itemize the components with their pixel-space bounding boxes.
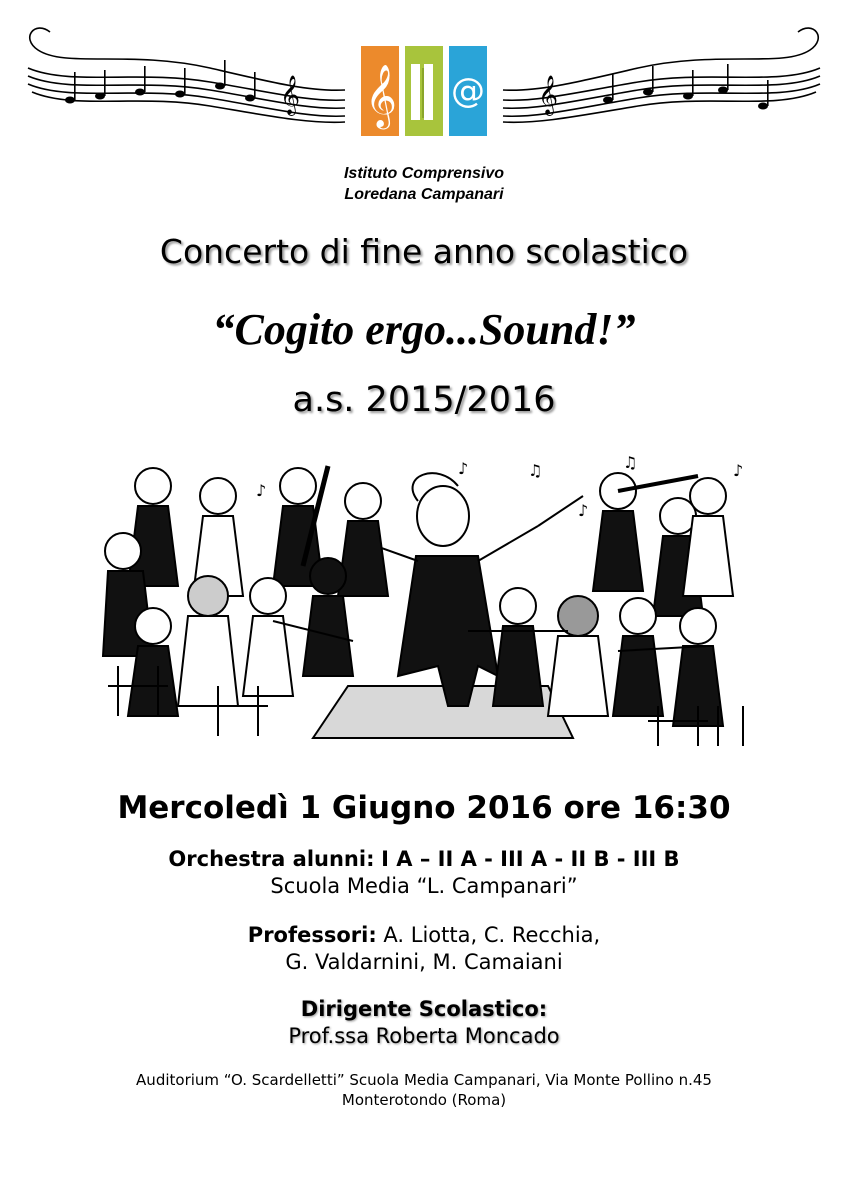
svg-text:♪: ♪: [733, 461, 744, 480]
svg-text:@: @: [451, 71, 485, 111]
institute-line-1: Istituto Comprensivo: [343, 165, 504, 182]
svg-text:♫: ♫: [528, 461, 543, 480]
school-year: a.s. 2015/2016: [292, 380, 556, 420]
event-title: “Cogito ergo...Sound!”: [212, 305, 636, 354]
orchestra-classes: I A – II A - III A - II B - III B: [381, 847, 680, 871]
orchestra-line: [0, 846, 848, 873]
music-staff-decoration-right: [498, 20, 838, 130]
logo-orange-block: [361, 46, 399, 136]
at-sign-icon: [449, 46, 487, 136]
professors-label: Professori:: [247, 923, 377, 947]
orchestra-block: [0, 846, 848, 900]
institute-name: [0, 163, 848, 205]
professors-block: [0, 922, 848, 976]
logo-blue-block: [449, 46, 487, 136]
svg-text:𝄞: 𝄞: [538, 75, 559, 115]
principal-name: Prof.ssa Roberta Moncado: [288, 1024, 560, 1048]
music-staff-decoration-left: [10, 20, 350, 130]
venue: [0, 1070, 848, 1110]
svg-text:𝄞: 𝄞: [280, 75, 301, 115]
orchestra-illustration: [98, 456, 753, 751]
professors-line-1: [0, 922, 848, 949]
treble-clef-icon: [361, 46, 399, 136]
venue-line-1: Auditorium “O. Scardelletti” Scuola Media Campanari, Via Monte Pollino n.45: [136, 1071, 712, 1089]
svg-text:♪: ♪: [458, 459, 469, 478]
school-logo: [361, 46, 489, 136]
event-date-time: Mercoledì 1 Giugno 2016 ore 16:30: [117, 790, 731, 826]
svg-text:♪: ♪: [578, 501, 589, 520]
school-name: Scuola Media “L. Campanari”: [270, 874, 578, 898]
principal-block: [0, 996, 848, 1050]
professors-names-1: A. Liotta, C. Recchia,: [383, 923, 601, 947]
event-subtitle: Concerto di fine anno scolastico: [159, 232, 689, 271]
principal-label: [0, 996, 848, 1023]
svg-text:𝄞: 𝄞: [365, 64, 397, 127]
logo-green-block: [405, 46, 443, 136]
professors-names-2: G. Valdarnini, M. Camaiani: [285, 950, 563, 974]
orchestra-label: Orchestra alunni:: [168, 847, 375, 871]
book-icon: [405, 46, 443, 136]
institute-line-2: Loredana Campanari: [344, 186, 504, 203]
venue-line-2: Monterotondo (Roma): [341, 1091, 507, 1109]
principal-label-text: Dirigente Scolastico:: [300, 997, 548, 1021]
svg-text:♫: ♫: [623, 456, 638, 472]
svg-text:♪: ♪: [256, 481, 267, 500]
